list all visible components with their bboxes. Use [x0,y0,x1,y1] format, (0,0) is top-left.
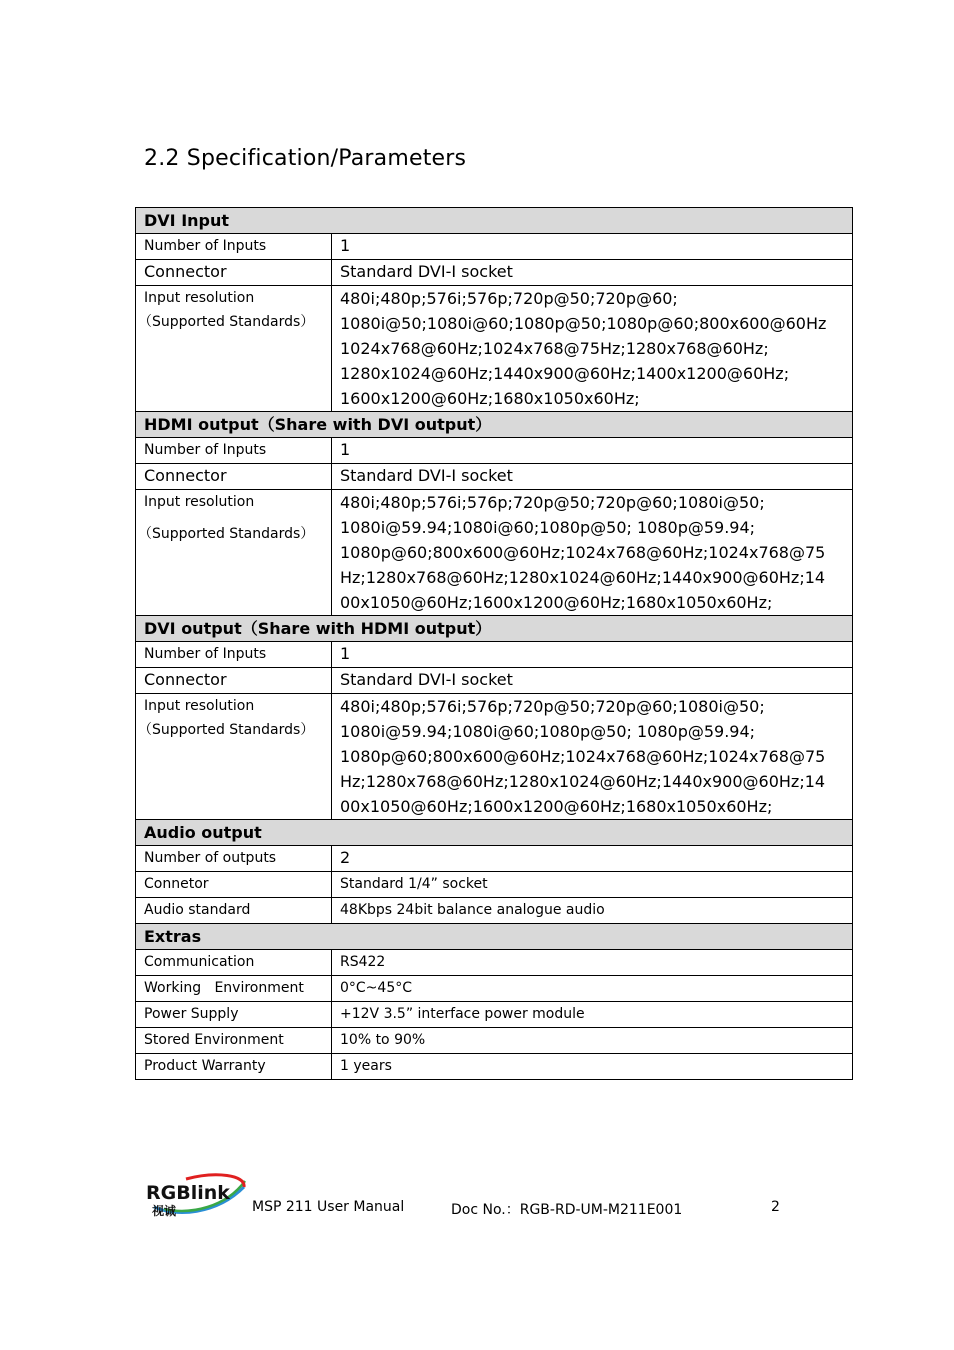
table-row [136,1054,853,1080]
spec-value: 2 [332,846,853,872]
table-row [136,898,853,924]
table-row [136,668,853,694]
section-title-dvi-input: DVI Input [136,208,853,234]
logo-subtext: 视诚 [152,1204,177,1218]
resolution-line: 1080p@60;800x600@60Hz;1024x768@60Hz;1024x768@75 [340,543,826,562]
page-footer [146,1173,846,1219]
spec-value: 1 [332,642,853,668]
spec-value [332,490,853,616]
resolution-line: 480i;480p;576i;576p;720p@50;720p@60;1080i@50; [340,697,765,716]
resolution-line: Hz;1280x768@60Hz;1280x1024@60Hz;1440x900@60Hz;14 [340,568,826,587]
spec-value [332,286,853,412]
table-row [136,1002,853,1028]
table-row [136,490,853,616]
section-title-audio-output: Audio output [136,820,853,846]
spec-value: 0°C~45°C [332,976,853,1002]
spec-key: Number of Inputs [136,438,332,464]
spec-key [136,286,332,412]
footer-page-number: 2 [771,1199,780,1215]
spec-value: Standard 1/4” socket [332,872,853,898]
spec-value: Standard DVI-I socket [332,668,853,694]
section-row-dvi-input [136,208,853,234]
spec-value [332,694,853,820]
table-row [136,694,853,820]
resolution-line: 1080i@59.94;1080i@60;1080p@50; 1080p@59.94; [340,722,756,741]
resolution-line: 1080p@60;800x600@60Hz;1024x768@60Hz;1024x768@75 [340,747,826,766]
spec-value: Standard DVI-I socket [332,464,853,490]
resolution-line: 480i;480p;576i;576p;720p@50;720p@60;1080i@50; [340,493,765,512]
section-row-dvi-output [136,616,853,642]
footer-manual-title: MSP 211 User Manual [252,1199,405,1215]
spec-key-line: Input resolution [144,290,255,306]
section-row-audio-output [136,820,853,846]
resolution-line: 1600x1200@60Hz;1680x1050x60Hz; [340,389,640,408]
table-row [136,286,853,412]
resolution-line: 480i;480p;576i;576p;720p@50;720p@60; [340,289,678,308]
resolution-line: 1080i@59.94;1080i@60;1080p@50; 1080p@59.94; [340,518,756,537]
spec-key-line: Input resolution [144,698,255,714]
spec-key-line: （Supported Standards） [138,722,315,738]
spec-value: +12V 3.5” interface power module [332,1002,853,1028]
resolution-line: 1280x1024@60Hz;1440x900@60Hz;1400x1200@60Hz; [340,364,790,383]
table-row [136,438,853,464]
spec-value: 48Kbps 24bit balance analogue audio [332,898,853,924]
specification-table [135,207,853,1080]
resolution-line: 1080i@50;1080i@60;1080p@50;1080p@60;800x600@60Hz [340,314,827,333]
spec-key-line: Input resolution [144,494,255,510]
table-row [136,950,853,976]
spec-key: Power Supply [136,1002,332,1028]
spec-key: Number of outputs [136,846,332,872]
resolution-line: 1024x768@60Hz;1024x768@75Hz;1280x768@60Hz; [340,339,769,358]
spec-key: Product Warranty [136,1054,332,1080]
footer-doc-number: Doc No.：RGB-RD-UM-M211E001 [451,1202,683,1218]
table-row [136,846,853,872]
spec-key: Number of Inputs [136,234,332,260]
section-title-extras: Extras [136,924,853,950]
table-row [136,642,853,668]
spec-key: Number of Inputs [136,642,332,668]
section-title-dvi-output: DVI output（Share with HDMI output） [136,616,853,642]
resolution-line: 00x1050@60Hz;1600x1200@60Hz;1680x1050x60Hz; [340,797,773,816]
spec-value: Standard DVI-I socket [332,260,853,286]
rgblink-logo [146,1173,248,1219]
spec-value: 1 years [332,1054,853,1080]
spec-key: Working Environment [136,976,332,1002]
table-row [136,234,853,260]
spec-key [136,694,332,820]
spec-key: Connector [136,260,332,286]
section-title-hdmi-output: HDMI output（Share with DVI output） [136,412,853,438]
spec-key-line: （Supported Standards） [138,526,315,542]
spec-key: Stored Environment [136,1028,332,1054]
resolution-line: 00x1050@60Hz;1600x1200@60Hz;1680x1050x60Hz; [340,593,773,612]
spec-key: Connetor [136,872,332,898]
section-row-extras [136,924,853,950]
section-row-hdmi-output [136,412,853,438]
spec-key-line: （Supported Standards） [138,314,315,330]
table-row [136,464,853,490]
spec-key [136,490,332,616]
spec-key: Connector [136,464,332,490]
table-row [136,976,853,1002]
table-row [136,260,853,286]
logo-text: RGBlink [146,1182,230,1204]
table-row [136,1028,853,1054]
spec-value: 10% to 90% [332,1028,853,1054]
spec-value: RS422 [332,950,853,976]
spec-value: 1 [332,438,853,464]
section-heading: 2.2 Specification/Parameters [144,146,467,171]
spec-key: Connector [136,668,332,694]
spec-value: 1 [332,234,853,260]
resolution-line: Hz;1280x768@60Hz;1280x1024@60Hz;1440x900@60Hz;14 [340,772,826,791]
table-row [136,872,853,898]
spec-key: Audio standard [136,898,332,924]
spec-key: Communication [136,950,332,976]
